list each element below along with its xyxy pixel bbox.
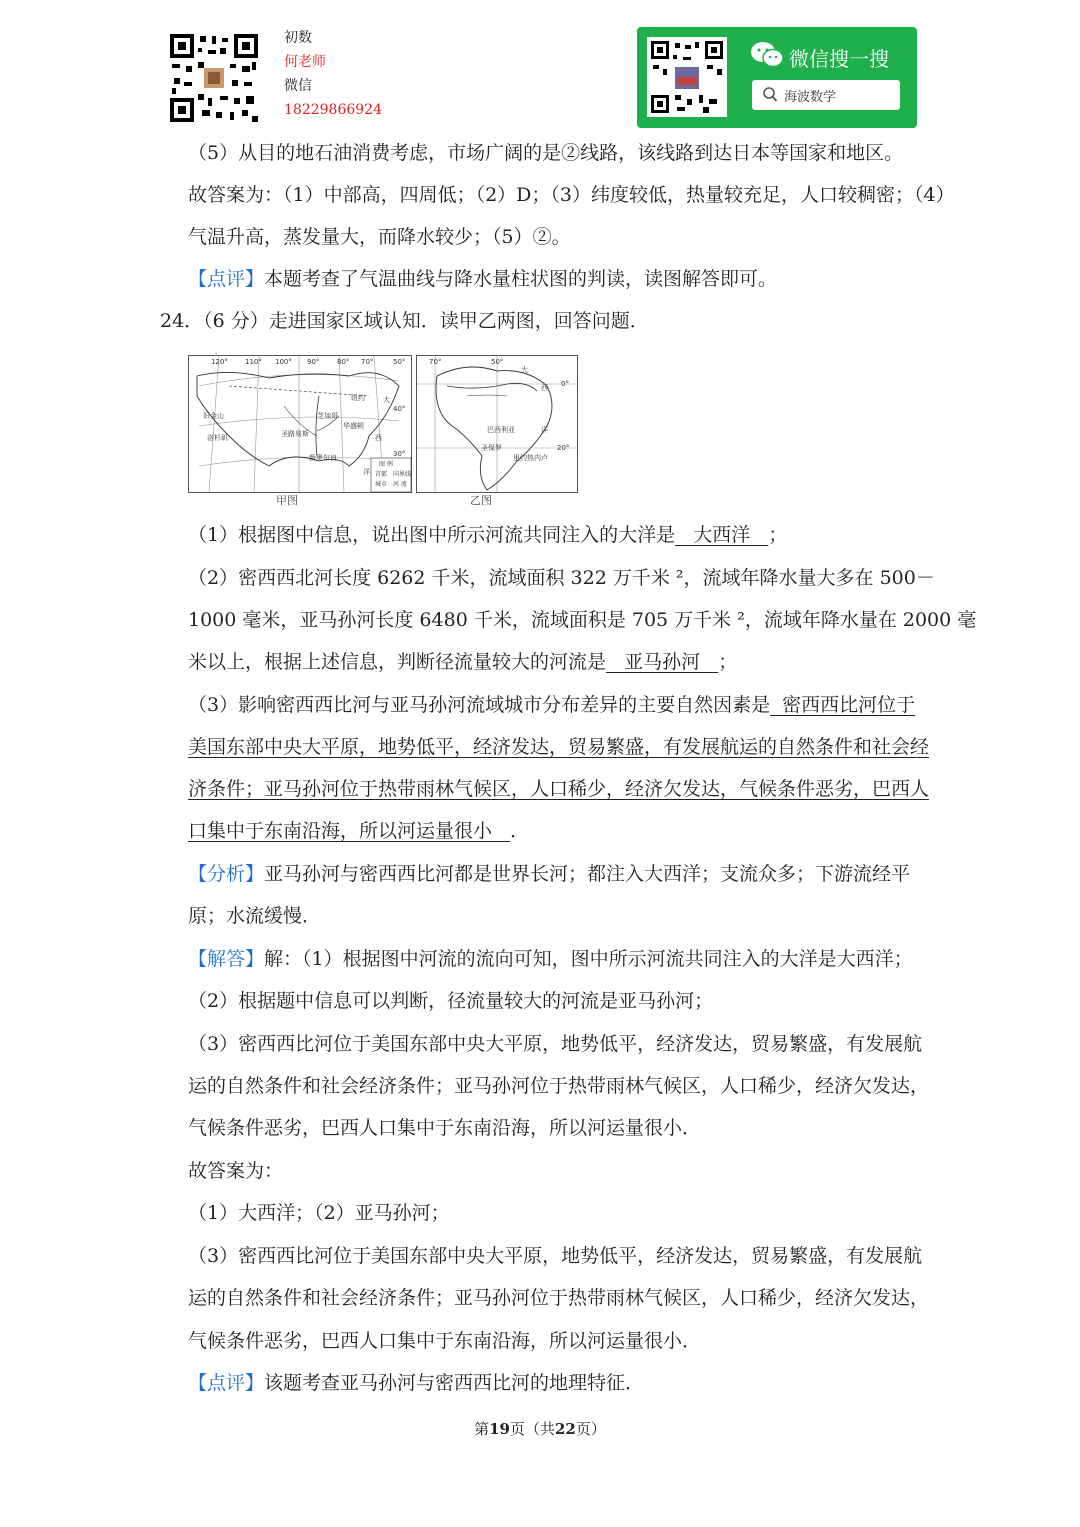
map2-label-70: 70° [429, 358, 442, 366]
review-2-text: 该题考查亚马孙河与密西西比河的地理特征． [264, 1372, 645, 1394]
map-yi [416, 355, 578, 493]
analysis-line-2: 原；水流缓慢． [188, 905, 322, 927]
solution-line-3: （3）密西西比河位于美国东部中央大平原，地势低平，经济发达，贸易繁盛，有发展航 [188, 1033, 923, 1055]
final-answer-3: 运的自然条件和社会经济条件；亚马孙河位于热带雨林气候区，人口稀少，经济欠发达， [188, 1287, 930, 1309]
sub-q1-end: ； [768, 524, 788, 546]
footer-mid: 页（共 [509, 1420, 555, 1438]
legend-city: 城市 [375, 481, 388, 488]
search-icon [762, 86, 778, 107]
sub-q3-answer-2: 美国东部中央大平原，地势低平，经济发达，贸易繁盛，有发展航运的自然条件和社会经 [188, 736, 930, 758]
footer-pre: 第 [474, 1420, 490, 1438]
answer-line-1: 故答案为：（1）中部高，四周低；（2）D；（3）纬度较低，热量较充足，人口较稠密；（4） [188, 184, 955, 206]
sub-q3-text: （3）影响密西西比河与亚马孙河流域城市分布差异的主要自然因素是 [188, 694, 771, 716]
map-label-chicago: 芝加哥 [317, 412, 338, 420]
map-label-ny: 纽约 [351, 394, 365, 402]
header-teacher-name: 何老师 [284, 54, 326, 70]
sub-q2-text: 米以上，根据上述信息，判断径流量较大的河流是 [188, 651, 607, 673]
map2-label-rio: 里约热内卢 [513, 454, 548, 462]
solution-tag: 【解答】 [188, 948, 265, 970]
legend-capital: 首都 [375, 471, 388, 478]
review-1 [188, 266, 777, 292]
sub-q3-end: ． [510, 820, 530, 842]
map2-label-saopaulo: 圣保罗 [481, 444, 502, 452]
map-jia [188, 348, 412, 493]
final-answer-1: （1）大西洋；（2）亚马孙河； [188, 1202, 450, 1224]
map-label-50: 50° [393, 358, 406, 366]
footer-total-pages: 22 [555, 1420, 576, 1438]
map2-label-20: 20° [557, 444, 570, 452]
sub-q2-answer: 亚马孙河 [606, 651, 719, 673]
sub-q3-line-1 [188, 692, 915, 718]
sub-q1-answer: 大西洋 [675, 524, 769, 546]
map-jia-caption: 甲图 [276, 494, 298, 507]
map-label-sf: 旧金山 [203, 412, 224, 420]
solution-line-1 [188, 946, 913, 972]
solution-text: 解：（1）根据图中河流的流向可知，图中所示河流共同注入的大洋是大西洋； [264, 948, 913, 970]
final-answer-label: 故答案为： [188, 1160, 284, 1182]
map-label-90: 90° [307, 358, 320, 366]
review-2-tag: 【点评】 [188, 1372, 265, 1394]
map2-label-xi: 西 [541, 384, 548, 392]
map2-label-brasilia: 巴西利亚 [487, 426, 515, 434]
sub-q1-text: （1）根据图中信息，说出图中所示河流共同注入的大洋是 [188, 524, 676, 546]
sub-q2-line-1: （2）密西西北河长度 6262 千米，流域面积 322 万千米 ²，流域年降水量大多在 500－ [188, 567, 935, 589]
map2-label-yang: 洋 [541, 426, 548, 434]
map-label-110: 110° [245, 358, 262, 366]
map2-label-0: 0° [561, 380, 569, 388]
map-label-80: 80° [337, 358, 350, 366]
footer-post: 页） [575, 1420, 606, 1438]
wechat-qr-code [647, 37, 727, 117]
map-label-30: 30° [393, 450, 406, 458]
header-contact [284, 26, 382, 122]
sub-q2-line-3 [188, 649, 737, 675]
sub-q3-answer-3: 济条件；亚马孙河位于热带雨林气候区，人口稀少，经济欠发达，气候条件恶劣，巴西人 [188, 778, 930, 800]
map-label-100: 100° [275, 358, 292, 366]
sub-q2-end: ； [718, 651, 738, 673]
map-label-da: 大 [383, 396, 390, 404]
svg-text:.: . [215, 348, 218, 356]
wechat-title: 微信搜一搜 [789, 47, 889, 71]
map-label-la: 洛杉矶 [207, 434, 228, 442]
wechat-search-box[interactable] [752, 80, 900, 110]
map-label-120: 120° [211, 358, 228, 366]
question-24: 24．（6 分）走进国家区域认知．读甲乙两图，回答问题． [160, 310, 649, 332]
analysis-tag: 【分析】 [188, 863, 265, 885]
final-answer-2: （3）密西西比河位于美国东部中央大平原，地势低平，经济发达，贸易繁盛，有发展航 [188, 1245, 923, 1267]
page-footer [0, 1418, 1080, 1439]
solution-line-4: 运的自然条件和社会经济条件；亚马孙河位于热带雨林气候区，人口稀少，经济欠发达， [188, 1075, 930, 1097]
map-label-70: 70° [361, 358, 374, 366]
map-label-no: 新奥尔良 [309, 454, 337, 462]
map-label-xi: 西 [375, 434, 382, 442]
sub-q3-line-4 [188, 818, 529, 844]
map2-label-50: 50° [491, 358, 504, 366]
paragraph-5: （5）从目的地石油消费考虑，市场广阔的是②线路，该线路到达日本等国家和地区。 [188, 142, 904, 164]
sub-q3-answer-4: 口集中于东南沿海，所以河运量很小 [188, 820, 511, 842]
header-line-1: 初数 [284, 30, 312, 46]
map-label-yang: 洋 [363, 468, 370, 476]
review-text: 本题考查了气温曲线与降水量柱状图的判读，读图解答即可。 [264, 268, 778, 290]
solution-line-2: （2）根据题中信息可以判断，径流量较大的河流是亚马孙河； [188, 990, 714, 1012]
map-yi-caption: 乙图 [470, 494, 492, 507]
review-2 [188, 1370, 644, 1396]
legend-title: 图 例 [379, 461, 393, 468]
sub-q3-answer-1: 密西西比河位于 [770, 694, 916, 716]
header-phone: 18229866924 [284, 102, 382, 118]
map2-label-da: 大 [521, 366, 528, 374]
sub-q1 [188, 522, 787, 548]
footer-page-number: 19 [489, 1420, 510, 1438]
wechat-search-text: 海波数学 [784, 90, 837, 105]
header-line-3: 微信 [284, 78, 312, 94]
review-tag: 【点评】 [188, 268, 265, 290]
sub-q2-line-2: 1000 毫米，亚马孙河长度 6480 千米，流域面积是 705 万千米 ²，流域年降水量在 2000 毫 [188, 609, 977, 631]
wechat-logo-icon [750, 41, 784, 73]
header-qr-code [168, 32, 260, 124]
map-label-dc: 华盛顿 [343, 422, 364, 430]
map-label-40: 40° [393, 405, 406, 413]
legend-river: 河 流 [393, 481, 407, 488]
final-answer-4: 气候条件恶劣，巴西人口集中于东南沿海，所以河运量很小． [188, 1330, 702, 1352]
analysis-line-1 [188, 861, 910, 887]
map-label-stlouis: 圣路易斯 [281, 430, 309, 438]
analysis-text: 亚马孙河与密西西比河都是世界长河；都注入大西洋；支流众多；下游流经平 [264, 863, 911, 885]
solution-line-5: 气候条件恶劣，巴西人口集中于东南沿海，所以河运量很小． [188, 1117, 702, 1139]
wechat-search-banner[interactable] [637, 27, 917, 128]
legend-border: 国界线 [393, 471, 412, 478]
answer-line-2: 气温升高，蒸发量大，而降水较少；（5）②。 [188, 226, 571, 248]
